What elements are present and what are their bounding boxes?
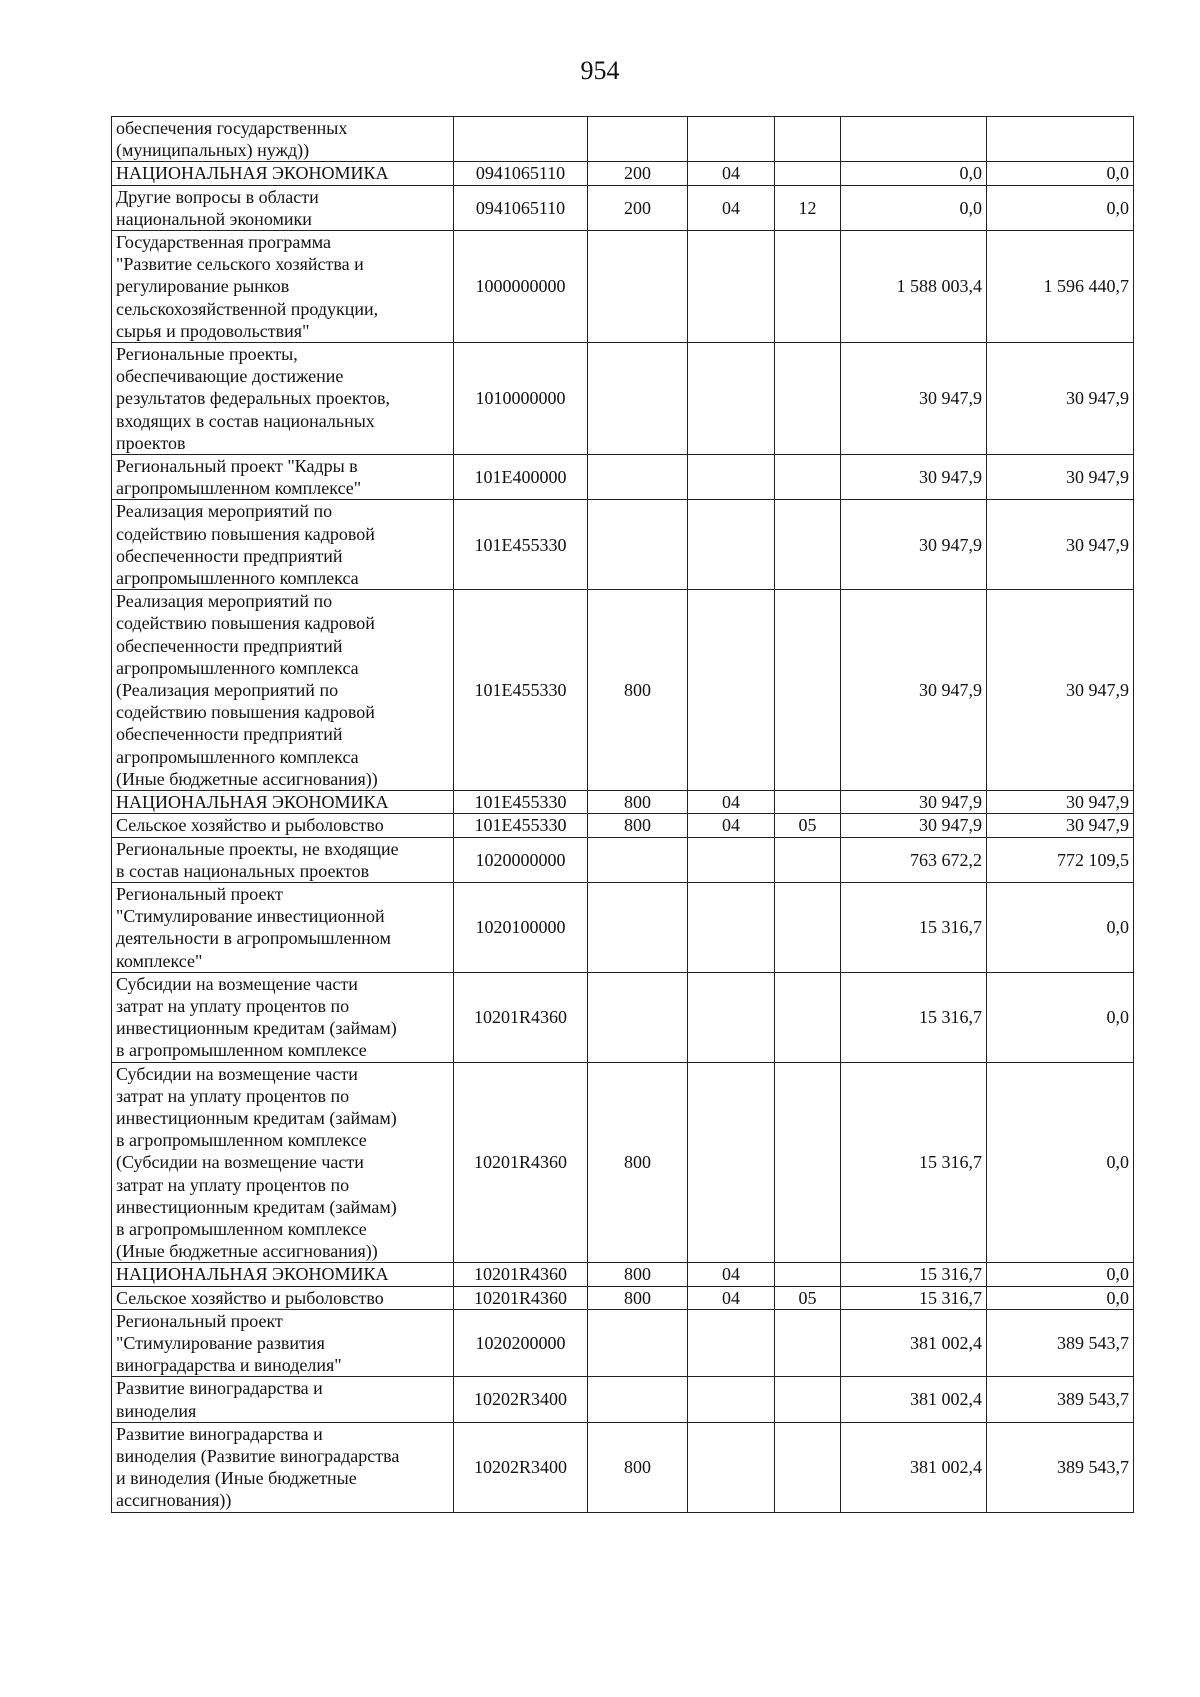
target-article-code-cell: 1020200000 <box>454 1309 588 1377</box>
amount-year2-cell: 0,0 <box>987 1286 1134 1309</box>
expense-type-code-cell: 800 <box>588 1062 688 1263</box>
row-name-cell: Развитие виноградарства и виноделия (Развитие виноградарства и виноделия (Иные бюджетные ассигнования)) <box>112 1422 454 1512</box>
subsection-code-cell: 12 <box>775 185 841 230</box>
row-name-cell: Реализация мероприятий по содействию повышения кадровой обеспеченности предприятий агропромышленного комплекса (Реализация мероприятий по содействию повышения кадровой обеспеченности предприятий агропромышленного комплекса (Иные бюджетные ассигнования)) <box>112 590 454 791</box>
budget-table-body <box>112 117 1134 1513</box>
section-code-cell <box>688 500 775 590</box>
amount-year1-cell: 15 316,7 <box>841 882 987 972</box>
expense-type-code-cell: 800 <box>588 590 688 791</box>
subsection-code-cell <box>775 972 841 1062</box>
table-row <box>112 162 1134 185</box>
target-article-code-cell: 1010000000 <box>454 343 588 455</box>
expense-type-code-cell <box>588 455 688 500</box>
amount-year2-cell: 389 543,7 <box>987 1422 1134 1512</box>
subsection-code-cell: 05 <box>775 1286 841 1309</box>
table-row <box>112 882 1134 972</box>
expense-type-code-cell <box>588 837 688 882</box>
subsection-code-cell <box>775 1309 841 1377</box>
amount-year1-cell: 30 947,9 <box>841 455 987 500</box>
row-name-cell: Региональный проект "Кадры в агропромышленном комплексе" <box>112 455 454 500</box>
subsection-code-cell <box>775 1377 841 1422</box>
section-code-cell: 04 <box>688 185 775 230</box>
table-row <box>112 814 1134 837</box>
subsection-code-cell <box>775 1062 841 1263</box>
amount-year1-cell: 0,0 <box>841 185 987 230</box>
amount-year1-cell: 30 947,9 <box>841 791 987 814</box>
amount-year1-cell: 1 588 003,4 <box>841 231 987 343</box>
row-name-cell: НАЦИОНАЛЬНАЯ ЭКОНОМИКА <box>112 791 454 814</box>
target-article-code-cell: 101E400000 <box>454 455 588 500</box>
amount-year1-cell: 15 316,7 <box>841 972 987 1062</box>
expense-type-code-cell <box>588 117 688 162</box>
table-row <box>112 1422 1134 1512</box>
amount-year2-cell: 0,0 <box>987 162 1134 185</box>
table-row <box>112 1062 1134 1263</box>
subsection-code-cell <box>775 343 841 455</box>
target-article-code-cell: 10201R4360 <box>454 1263 588 1286</box>
row-name-cell: Реализация мероприятий по содействию повышения кадровой обеспеченности предприятий агропромышленного комплекса <box>112 500 454 590</box>
amount-year2-cell: 772 109,5 <box>987 837 1134 882</box>
table-row <box>112 590 1134 791</box>
expense-type-code-cell: 800 <box>588 1263 688 1286</box>
table-row <box>112 343 1134 455</box>
expense-type-code-cell <box>588 882 688 972</box>
subsection-code-cell <box>775 231 841 343</box>
row-name-cell: Развитие виноградарства и виноделия <box>112 1377 454 1422</box>
subsection-code-cell <box>775 1263 841 1286</box>
row-name-cell: Государственная программа "Развитие сельского хозяйства и регулирование рынков сельскохозяйственной продукции, сырья и продовольствия" <box>112 231 454 343</box>
section-code-cell <box>688 231 775 343</box>
section-code-cell <box>688 837 775 882</box>
amount-year2-cell: 30 947,9 <box>987 455 1134 500</box>
expense-type-code-cell <box>588 1309 688 1377</box>
section-code-cell <box>688 1309 775 1377</box>
subsection-code-cell <box>775 1422 841 1512</box>
amount-year2-cell: 30 947,9 <box>987 814 1134 837</box>
expense-type-code-cell <box>588 343 688 455</box>
subsection-code-cell <box>775 837 841 882</box>
table-row <box>112 1263 1134 1286</box>
amount-year1-cell: 0,0 <box>841 162 987 185</box>
amount-year1-cell: 30 947,9 <box>841 590 987 791</box>
table-row <box>112 455 1134 500</box>
expense-type-code-cell: 200 <box>588 185 688 230</box>
amount-year1-cell: 30 947,9 <box>841 343 987 455</box>
amount-year2-cell <box>987 117 1134 162</box>
section-code-cell <box>688 590 775 791</box>
expense-type-code-cell <box>588 1377 688 1422</box>
amount-year2-cell: 1 596 440,7 <box>987 231 1134 343</box>
amount-year1-cell <box>841 117 987 162</box>
expense-type-code-cell: 800 <box>588 791 688 814</box>
expense-type-code-cell: 800 <box>588 814 688 837</box>
target-article-code-cell: 10201R4360 <box>454 1286 588 1309</box>
target-article-code-cell: 10201R4360 <box>454 972 588 1062</box>
table-row <box>112 500 1134 590</box>
subsection-code-cell <box>775 882 841 972</box>
section-code-cell <box>688 1062 775 1263</box>
target-article-code-cell: 10201R4360 <box>454 1062 588 1263</box>
table-row <box>112 1286 1134 1309</box>
section-code-cell <box>688 1422 775 1512</box>
table-row <box>112 972 1134 1062</box>
target-article-code-cell <box>454 117 588 162</box>
amount-year1-cell: 763 672,2 <box>841 837 987 882</box>
table-row <box>112 117 1134 162</box>
target-article-code-cell: 101E455330 <box>454 500 588 590</box>
expense-type-code-cell <box>588 500 688 590</box>
table-row <box>112 185 1134 230</box>
expense-type-code-cell: 800 <box>588 1286 688 1309</box>
expense-type-code-cell <box>588 972 688 1062</box>
section-code-cell <box>688 455 775 500</box>
table-row <box>112 791 1134 814</box>
section-code-cell <box>688 972 775 1062</box>
amount-year2-cell: 30 947,9 <box>987 343 1134 455</box>
amount-year1-cell: 381 002,4 <box>841 1309 987 1377</box>
section-code-cell: 04 <box>688 162 775 185</box>
row-name-cell: Региональный проект "Стимулирование развития виноградарства и виноделия" <box>112 1309 454 1377</box>
row-name-cell: Сельское хозяйство и рыболовство <box>112 814 454 837</box>
target-article-code-cell: 1020000000 <box>454 837 588 882</box>
amount-year2-cell: 0,0 <box>987 1062 1134 1263</box>
amount-year2-cell: 30 947,9 <box>987 590 1134 791</box>
amount-year2-cell: 0,0 <box>987 972 1134 1062</box>
row-name-cell: НАЦИОНАЛЬНАЯ ЭКОНОМИКА <box>112 162 454 185</box>
amount-year1-cell: 381 002,4 <box>841 1422 987 1512</box>
section-code-cell <box>688 117 775 162</box>
amount-year2-cell: 0,0 <box>987 1263 1134 1286</box>
subsection-code-cell <box>775 791 841 814</box>
subsection-code-cell <box>775 455 841 500</box>
amount-year1-cell: 30 947,9 <box>841 814 987 837</box>
amount-year2-cell: 0,0 <box>987 882 1134 972</box>
amount-year2-cell: 389 543,7 <box>987 1309 1134 1377</box>
row-name-cell: Субсидии на возмещение части затрат на уплату процентов по инвестиционным кредитам (займам) в агропромышленном комплексе <box>112 972 454 1062</box>
section-code-cell: 04 <box>688 814 775 837</box>
amount-year2-cell: 30 947,9 <box>987 500 1134 590</box>
amount-year1-cell: 30 947,9 <box>841 500 987 590</box>
subsection-code-cell <box>775 500 841 590</box>
expense-type-code-cell: 200 <box>588 162 688 185</box>
page-number: 954 <box>580 56 620 85</box>
target-article-code-cell: 101E455330 <box>454 814 588 837</box>
table-row <box>112 1309 1134 1377</box>
section-code-cell: 04 <box>688 1263 775 1286</box>
target-article-code-cell: 101E455330 <box>454 791 588 814</box>
section-code-cell: 04 <box>688 1286 775 1309</box>
amount-year1-cell: 381 002,4 <box>841 1377 987 1422</box>
target-article-code-cell: 101E455330 <box>454 590 588 791</box>
row-name-cell: Другие вопросы в области национальной экономики <box>112 185 454 230</box>
subsection-code-cell <box>775 162 841 185</box>
target-article-code-cell: 10202R3400 <box>454 1422 588 1512</box>
row-name-cell: обеспечения государственных (муниципальных) нужд)) <box>112 117 454 162</box>
subsection-code-cell <box>775 590 841 791</box>
target-article-code-cell: 1000000000 <box>454 231 588 343</box>
amount-year1-cell: 15 316,7 <box>841 1062 987 1263</box>
expense-type-code-cell: 800 <box>588 1422 688 1512</box>
section-code-cell <box>688 343 775 455</box>
expense-type-code-cell <box>588 231 688 343</box>
row-name-cell: Субсидии на возмещение части затрат на уплату процентов по инвестиционным кредитам (займам) в агропромышленном комплексе (Субсидии на возмещение части затрат на уплату процентов по инвестиционным кредитам (займам) в агропромышленном комплексе (Иные бюджетные ассигнования)) <box>112 1062 454 1263</box>
subsection-code-cell: 05 <box>775 814 841 837</box>
row-name-cell: НАЦИОНАЛЬНАЯ ЭКОНОМИКА <box>112 1263 454 1286</box>
section-code-cell <box>688 882 775 972</box>
budget-table <box>111 116 1134 1513</box>
section-code-cell <box>688 1377 775 1422</box>
row-name-cell: Сельское хозяйство и рыболовство <box>112 1286 454 1309</box>
amount-year2-cell: 0,0 <box>987 185 1134 230</box>
amount-year2-cell: 389 543,7 <box>987 1377 1134 1422</box>
target-article-code-cell: 10202R3400 <box>454 1377 588 1422</box>
section-code-cell: 04 <box>688 791 775 814</box>
target-article-code-cell: 0941065110 <box>454 185 588 230</box>
row-name-cell: Региональные проекты, обеспечивающие достижение результатов федеральных проектов, входящих в состав национальных проектов <box>112 343 454 455</box>
table-row <box>112 1377 1134 1422</box>
table-row <box>112 837 1134 882</box>
table-row <box>112 231 1134 343</box>
amount-year1-cell: 15 316,7 <box>841 1263 987 1286</box>
target-article-code-cell: 0941065110 <box>454 162 588 185</box>
row-name-cell: Региональные проекты, не входящие в состав национальных проектов <box>112 837 454 882</box>
subsection-code-cell <box>775 117 841 162</box>
row-name-cell: Региональный проект "Стимулирование инвестиционной деятельности в агропромышленном комплексе" <box>112 882 454 972</box>
target-article-code-cell: 1020100000 <box>454 882 588 972</box>
amount-year1-cell: 15 316,7 <box>841 1286 987 1309</box>
amount-year2-cell: 30 947,9 <box>987 791 1134 814</box>
